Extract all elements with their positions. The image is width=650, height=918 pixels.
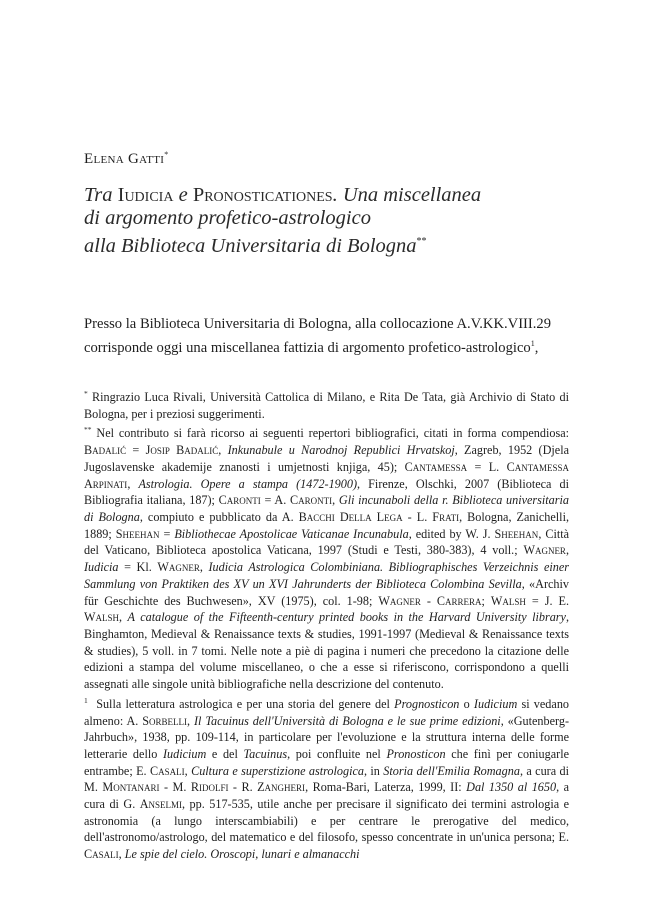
fn2-text: , edited by W. J. (408, 526, 495, 541)
fn3-title: Tacuinus (243, 746, 288, 761)
fn2-text: = Kl. (118, 560, 158, 575)
fn2-author: Cantamessa Arpinati (84, 459, 569, 491)
footnote-ref-1: 1 (530, 339, 535, 348)
fn3-title: Iudicium (473, 696, 518, 711)
footnote-double-star (84, 422, 569, 692)
footnote-1-mark: 1 (84, 695, 88, 705)
title-word-tra: Tra (84, 184, 113, 206)
body-line-1: Presso la Biblioteca Universitaria di Bologna, alla collocazione A.V.KK.VIII.29 (84, 316, 552, 332)
fn3-text: e del (206, 746, 244, 761)
fn3-title: Le spie del cielo. Oroscopi, lunari e almanacchi (124, 847, 360, 862)
fn2-author: Walsh (84, 610, 120, 625)
fn3-title: Il Tacuinus dell'Università di Bologna e le sue prime edizioni (193, 713, 501, 728)
fn2-text: , compiuto e pubblicato da A. (139, 510, 299, 525)
fn2-abbr: Cantamessa (404, 459, 468, 474)
fn3-text: , poi confluite nel (287, 746, 387, 761)
fn3-title: Prognosticon (394, 696, 460, 711)
fn2-abbr: Sheehan (115, 526, 160, 541)
fn2-abbr: Wagner (523, 543, 566, 558)
fn3-text: - M. (159, 780, 191, 795)
title-line-3: alla Biblioteca Universitaria di Bologna (84, 234, 417, 257)
fn3-text: , (184, 763, 192, 778)
fn2-author: Josip Badalić (145, 443, 219, 458)
fn2-author: Sheehan (494, 526, 539, 541)
fn3-text: , «Gutenberg-Jahrbuch», 1938, pp. 109-114, in particolare per l'evoluzione e la struttura interna delle forme letterarie dello (84, 713, 570, 761)
fn2-text: , «Archiv für Geschichte des Buchwesen», XV (1975), col. 1-98; (84, 576, 569, 608)
body-line-2: corrisponde oggi una miscellanea fattizia di argomento profetico-astrologico (84, 339, 531, 356)
fn2-text: , (127, 476, 139, 491)
footnote-double-star-mark: ** (84, 425, 92, 435)
title-word-iudicia: Iudicia (117, 184, 174, 206)
fn3-author: Casali (84, 847, 119, 862)
title-word-pronosticationes: Pronosticationes (192, 184, 333, 206)
fn3-title: Iudicium (162, 746, 207, 761)
fn2-text: , (199, 560, 209, 575)
fn2-text: , (218, 443, 228, 458)
fn3-text: Sulla letteratura astrologica e per una storia del genere del (96, 696, 395, 711)
fn2-text: = L. (467, 459, 507, 474)
fn3-text: , (187, 713, 194, 728)
fn3-text: - R. (228, 780, 258, 795)
fn3-text: o (459, 696, 474, 711)
fn3-text: , pp. 517-535, utile anche per precisare il significato dei termini astrologia e astronomia (a lungo interscambiabili) e per centrare le prerogative del medico, dell'astronomo/astrologo, del matematico e del filosofo, spesso concentrate in un'unica persona; E. (84, 797, 569, 845)
fn2-title: Astrologia. Opere a stampa (1472-1900) (138, 476, 358, 491)
fn2-abbr: Walsh (490, 593, 526, 608)
fn2-title: Inkunabule u Narodnoj Republici Hrvatskoj (227, 443, 455, 458)
fn2-title: Gli incunaboli della r. Biblioteca universitaria di Bologna (84, 493, 569, 525)
fn2-text: = A. (260, 493, 290, 508)
fn3-author: Zangheri (257, 780, 306, 795)
fn3-author: Ridolfi (190, 780, 229, 795)
fn3-author: Montanari (102, 780, 160, 795)
footnotes (84, 386, 569, 863)
title-note-mark: ** (416, 236, 427, 247)
article-title (84, 184, 584, 258)
fn2-text: , Firenze, Olschki, 2007 (Biblioteca di Bibliografia italiana, 187); (84, 476, 569, 508)
fn2-text: ; (481, 593, 491, 608)
fn2-text: - (420, 593, 437, 608)
footnote-1 (84, 693, 569, 863)
fn3-author: Anselmi (139, 797, 183, 812)
fn3-author: Sorbelli (142, 713, 188, 728)
author-note-mark: * (164, 150, 169, 159)
author-name (84, 150, 169, 168)
fn2-text: Nel contributo si farà ricorso ai seguenti repertori bibliografici, citati in forma compendiosa: (96, 426, 570, 441)
fn2-author: Bacchi Della Lega (298, 510, 403, 525)
fn3-title: Cultura e superstizione astrologica (191, 763, 364, 778)
fn3-text: , Roma-Bari, Laterza, 1999, II: (305, 780, 467, 795)
fn3-text: , a cura di G. (84, 780, 570, 812)
fn3-author: Casali (150, 763, 185, 778)
footnote-star (84, 386, 569, 422)
fn2-text: , Zagreb, 1952 (Djela Jugoslavenske akademije znanosti i umjetnosti knjiga, 45); (84, 443, 570, 474)
fn2-text: = J. E. (525, 593, 570, 608)
fn2-text: , Città del Vaticano, Biblioteca apostolica Vaticana, 1997 (Studi e Testi, 380-383), 4 voll.; (84, 526, 570, 558)
author-name-text: Elena Gatti (84, 151, 165, 167)
body-line-2-end: , (534, 339, 539, 356)
fn2-abbr: Wagner (378, 593, 421, 608)
title-word-e: e (178, 184, 188, 206)
fn3-title: Pronosticon (386, 746, 446, 761)
body-paragraph (84, 314, 569, 358)
fn2-text: - L. (402, 510, 433, 525)
fn2-author: Caronti (289, 493, 333, 508)
fn2-abbr: Badalić (84, 443, 127, 458)
fn3-text: , a cura di M. (84, 763, 569, 795)
fn2-text: = (159, 526, 175, 541)
fn3-text: , (118, 847, 125, 862)
fn2-text: , (565, 543, 569, 558)
fn2-title: Iudicia Astrologica Colombiniana. Bibliographisches Verzeichnis einer Sammlung von Praktiken des XV un XVI Jahrunderts der Biblioteca Colombina Sevilla (84, 560, 570, 591)
fn3-text: si vedano almeno: A. (84, 696, 570, 728)
fn2-title: A catalogue of the Fifteenth-century printed books in the Harvard University library (127, 610, 566, 625)
fn3-title: Dal 1350 al 1650 (466, 780, 557, 795)
title-subtitle-start: . Una miscellanea (332, 184, 482, 206)
fn3-text: , in (363, 763, 384, 778)
fn2-abbr: Carrera (436, 593, 482, 608)
fn2-text: , (332, 493, 339, 508)
fn2-author: Wagner (157, 560, 200, 575)
fn2-text: , (119, 610, 128, 625)
fn2-abbr: Caronti (218, 493, 261, 508)
title-line-2: di argomento profetico-astrologico (84, 207, 371, 229)
footnote-star-mark: * (84, 389, 88, 398)
fn2-text: = (126, 443, 146, 458)
fn2-text: , Binghamton, Medieval & Renaissance texts & studies, 1991-1997 (Medieval & Renaissance texts & studies), 5 voll. in 7 tomi. Nelle note a piè di pagina i numeri che precedono la citazione delle edizioni a stampa del volume miscellaneo, o che a esse si riferiscono, corrispondono a quelli assegnati alle singole unità bibliografiche nella descrizione del contenuto. (84, 610, 569, 692)
fn2-author: Frati (432, 510, 460, 525)
fn2-text: , Bologna, Zanichelli, 1889; (84, 510, 569, 541)
fn2-title: Iudicia (84, 560, 119, 575)
fn2-title: Bibliothecae Apostolicae Vaticanae Incunabula (174, 526, 409, 541)
fn3-title: Storia dell'Emilia Romagna (383, 763, 520, 778)
fn3-text: che finì per coniugarle entrambe; E. (84, 746, 569, 778)
footnote-star-text: Ringrazio Luca Rivali, Università Cattolica di Milano, e Rita De Tata, già Archivio di Stato di Bologna, per i preziosi suggerimenti. (84, 390, 570, 421)
